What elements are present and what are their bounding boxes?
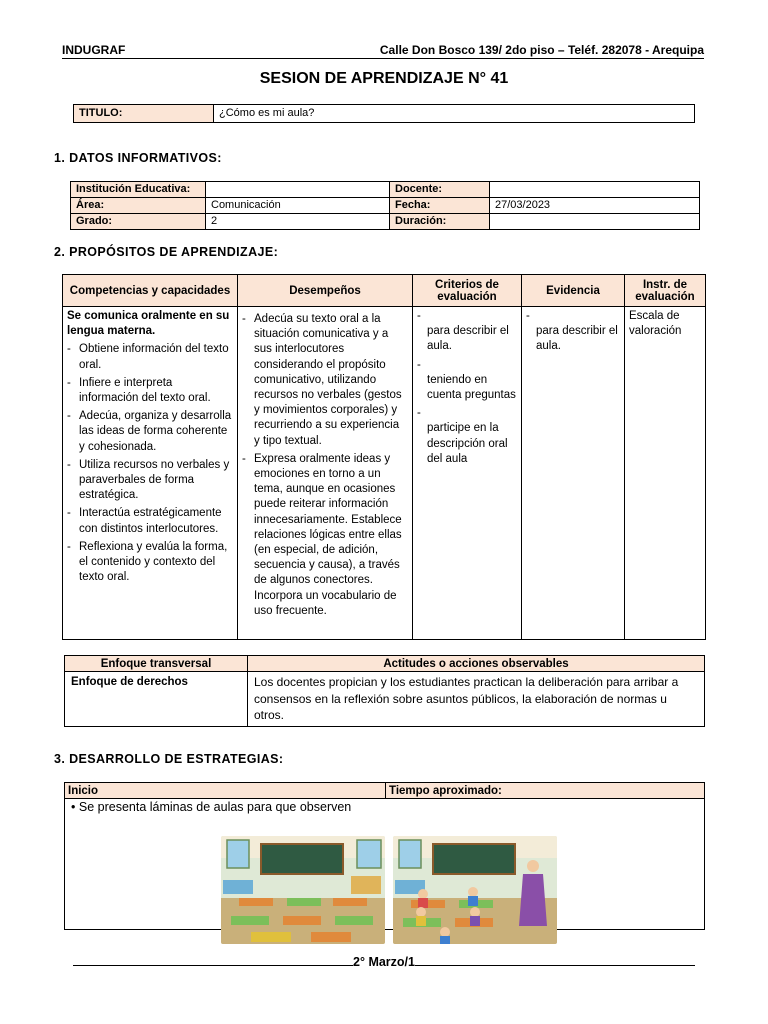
dash-marker: - bbox=[417, 310, 421, 322]
capacidad-item: - Obtiene información del texto oral. bbox=[67, 342, 233, 372]
capacidades-list bbox=[67, 342, 233, 585]
section-2-heading: 2. PROPÓSITOS DE APRENDIZAJE: bbox=[54, 245, 279, 259]
docente-value bbox=[490, 182, 700, 198]
area-value: Comunicación bbox=[206, 198, 390, 214]
desarrollo-table bbox=[64, 782, 705, 930]
company-address: Calle Don Bosco 139/ 2do piso – Teléf. 282078 - Arequipa bbox=[379, 43, 704, 57]
competencia-title: Se comunica oralmente en su lengua materna. bbox=[67, 310, 230, 338]
col-criterios: Criterios de evaluación bbox=[413, 275, 522, 307]
capacidad-item: - Reflexiona y evalúa la forma, el contenido y contexto del texto oral. bbox=[67, 540, 233, 586]
footer-line-left bbox=[73, 956, 353, 966]
fecha-value: 27/03/2023 bbox=[490, 198, 700, 214]
classroom-image-2 bbox=[393, 836, 557, 944]
datos-informativos-table bbox=[70, 181, 700, 230]
institucion-label: Institución Educativa: bbox=[71, 182, 206, 198]
desempeno-item: - Adecúa su texto oral a la situación comunicativa y a sus interlocutores considerando el propósito comunicativo, utilizando recursos no verbales (gestos y movimientos corporales) y recurriendo a su experiencia y tipo textual. bbox=[242, 312, 408, 449]
inicio-bullet-text: Se presenta láminas de aulas para que observen bbox=[78, 800, 352, 814]
capacidad-item: - Interactúa estratégicamente con distintos interlocutores. bbox=[67, 506, 233, 536]
titulo-label: TITULO: bbox=[74, 105, 214, 123]
dash-marker: - bbox=[526, 310, 530, 322]
classroom-image-1 bbox=[221, 836, 385, 944]
company-name: INDUGRAF bbox=[62, 43, 126, 57]
titulo-value: ¿Cómo es mi aula? bbox=[214, 105, 695, 123]
criterio-item: para describir el aula. bbox=[427, 325, 509, 353]
desempeno-item: - Expresa oralmente ideas y emociones en torno a un tema, aunque en ocasiones puede reiterar información innecesariamente. Establece relaciones lógicas entre ellas (en especial, de adición, secuencia y causa), a través de algunos conectores. Incorpora un vocabulario de uso frecuente. bbox=[242, 452, 408, 619]
col-enfoque: Enfoque transversal bbox=[65, 656, 248, 672]
instrumento-cell: Escala de valoración bbox=[625, 307, 706, 640]
footer-text: 2° Marzo/1 bbox=[353, 955, 415, 969]
desempenos-list bbox=[242, 312, 408, 619]
page-header bbox=[62, 43, 704, 59]
dash-marker: - bbox=[417, 407, 421, 420]
session-title: SESION DE APRENDIZAJE N° 41 bbox=[259, 70, 509, 87]
col-competencias: Competencias y capacidades bbox=[63, 275, 238, 307]
desempenos-cell bbox=[238, 307, 413, 640]
enfoque-table bbox=[64, 655, 705, 727]
capacidad-item: - Infiere e interpreta información del texto oral. bbox=[67, 376, 233, 406]
area-label: Área: bbox=[71, 198, 206, 214]
titulo-table bbox=[73, 104, 695, 123]
section-3-heading: 3. DESARROLLO DE ESTRATEGIAS: bbox=[54, 752, 284, 766]
dash-marker: - bbox=[417, 358, 421, 371]
competencias-cell bbox=[63, 307, 238, 640]
capacidad-item: - Adecúa, organiza y desarrolla las ideas de forma coherente y cohesionada. bbox=[67, 409, 233, 455]
col-evidencia: Evidencia bbox=[522, 275, 625, 307]
enfoque-value: Enfoque de derechos bbox=[65, 672, 248, 727]
criterio-item: participe en la descripción oral del aula bbox=[427, 422, 508, 465]
docente-label: Docente: bbox=[390, 182, 490, 198]
classroom-illustration-empty bbox=[221, 836, 385, 944]
evidencia-cell bbox=[522, 307, 625, 640]
col-desempenos: Desempeños bbox=[238, 275, 413, 307]
col-inicio: Inicio bbox=[65, 783, 386, 799]
capacidad-item: - Utiliza recursos no verbales y paraverbales de forma estratégica. bbox=[67, 458, 233, 504]
propositos-table bbox=[62, 274, 706, 640]
grado-label: Grado: bbox=[71, 214, 206, 230]
criterios-cell bbox=[413, 307, 522, 640]
grado-value: 2 bbox=[206, 214, 390, 230]
page-footer bbox=[0, 955, 768, 969]
col-actitudes: Actitudes o acciones observables bbox=[248, 656, 705, 672]
actitudes-value: Los docentes propician y los estudiantes practican la deliberación para arribar a consensos en la reflexión sobre asuntos públicos, la elaboración de normas u otros. bbox=[248, 672, 705, 727]
section-1-heading: 1. DATOS INFORMATIVOS: bbox=[54, 151, 222, 165]
footer-line-right bbox=[415, 956, 695, 966]
criterio-item: teniendo en cuenta preguntas bbox=[427, 373, 516, 402]
duracion-value bbox=[490, 214, 700, 230]
inicio-content bbox=[65, 799, 705, 930]
classroom-illustration-students bbox=[393, 836, 557, 944]
inicio-bullet: • Se presenta láminas de aulas para que observen bbox=[71, 800, 352, 814]
col-instrumento: Instr. de evaluación bbox=[625, 275, 706, 307]
col-tiempo: Tiempo aproximado: bbox=[386, 783, 705, 799]
fecha-label: Fecha: bbox=[390, 198, 490, 214]
evidencia-text: para describir el aula. bbox=[536, 325, 618, 353]
institucion-value bbox=[206, 182, 390, 198]
duracion-label: Duración: bbox=[390, 214, 490, 230]
